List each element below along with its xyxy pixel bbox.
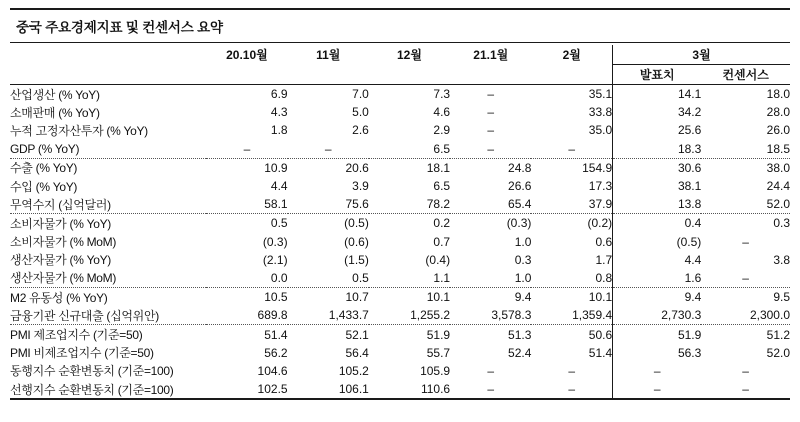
cell-value: 3.9 bbox=[352, 179, 369, 194]
cell-value: 110.6 bbox=[369, 380, 450, 399]
table-row bbox=[10, 288, 790, 307]
cell-value: 0.2 bbox=[433, 216, 451, 231]
cell-value: 50.6 bbox=[588, 327, 613, 342]
cell-value: 52.4 bbox=[508, 345, 532, 360]
cell-value: 106.1 bbox=[288, 380, 369, 399]
cell-value: (0.6) bbox=[344, 234, 369, 249]
cell-value: 0.8 bbox=[531, 269, 612, 288]
cell-value: – bbox=[742, 363, 749, 378]
cell-value: – bbox=[450, 380, 531, 399]
cell-value: 52.0 bbox=[701, 195, 790, 214]
cell-value: (0.2) bbox=[587, 216, 613, 231]
cell-value: 105.9 bbox=[420, 363, 451, 378]
row-label: 소비자물가 (% YoY) bbox=[10, 216, 111, 231]
cell-value: 51.9 bbox=[426, 327, 451, 342]
cell-value: 13.8 bbox=[613, 195, 702, 214]
cell-value: 689.8 bbox=[206, 306, 287, 325]
cell-value: 51.4 bbox=[264, 327, 288, 342]
header-sub-4 bbox=[450, 65, 531, 85]
header-col-4: 21.1월 bbox=[473, 48, 509, 63]
row-label: 금융기관 신규대출 (십억위안) bbox=[10, 306, 206, 325]
row-label: 수입 (% YoY) bbox=[10, 179, 78, 194]
cell-value: 30.6 bbox=[613, 158, 702, 177]
cell-value: 0.5 bbox=[270, 216, 288, 231]
cell-value: – bbox=[568, 363, 576, 378]
cell-value: 2,300.0 bbox=[701, 306, 790, 325]
row-label: 생산자물가 (% MoM) bbox=[10, 269, 206, 288]
cell-value: 10.7 bbox=[345, 290, 369, 305]
cell-value: 0.6 bbox=[595, 234, 613, 249]
cell-value: 2.9 bbox=[433, 123, 451, 138]
row-label: PMI 비제조업지수 (기준=50) bbox=[10, 346, 154, 361]
row-label: 무역수지 (십억달러) bbox=[10, 195, 206, 214]
cell-value: 78.2 bbox=[369, 195, 450, 214]
cell-value: 65.4 bbox=[450, 195, 531, 214]
cell-value: 1.6 bbox=[613, 269, 702, 288]
cell-value: 38.1 bbox=[613, 177, 702, 195]
cell-value: 3.8 bbox=[773, 252, 790, 267]
cell-value: 58.1 bbox=[206, 195, 287, 214]
cell-value: 4.4 bbox=[613, 251, 702, 269]
cell-value: 51.2 bbox=[766, 327, 790, 342]
header-march-published: 발표치 bbox=[613, 65, 702, 85]
header-col-3: 12월 bbox=[397, 48, 422, 63]
cell-value: 154.9 bbox=[582, 160, 613, 175]
cell-value: – bbox=[613, 380, 702, 399]
cell-value: 6.9 bbox=[270, 87, 288, 102]
cell-value: 6.5 bbox=[433, 179, 451, 194]
row-label: PMI 제조업지수 (기준=50) bbox=[10, 328, 143, 343]
header-row-march-sub bbox=[10, 65, 790, 85]
row-label: 산업생산 (% YoY) bbox=[10, 87, 100, 102]
header-march-consensus: 컨센서스 bbox=[701, 65, 790, 85]
cell-value: 35.1 bbox=[588, 87, 613, 102]
cell-value: 10.1 bbox=[426, 290, 451, 305]
cell-value: 52.1 bbox=[345, 327, 369, 342]
table-row bbox=[10, 344, 790, 362]
cell-value: 35.0 bbox=[588, 123, 613, 138]
cell-value: 0.3 bbox=[773, 216, 790, 231]
table-row bbox=[10, 380, 790, 399]
header-row-periods bbox=[10, 45, 790, 65]
cell-value: 33.8 bbox=[588, 105, 613, 120]
table-row bbox=[10, 103, 790, 121]
cell-value: (0.5) bbox=[613, 233, 702, 251]
cell-value: 0.0 bbox=[206, 269, 287, 288]
cell-value: 56.4 bbox=[345, 345, 369, 360]
cell-value: 5.0 bbox=[352, 105, 369, 120]
cell-value: 4.3 bbox=[270, 105, 288, 120]
row-label: M2 유동성 (% YoY) bbox=[10, 290, 108, 305]
cell-value: (0.3) bbox=[506, 216, 532, 231]
cell-value: 102.5 bbox=[206, 380, 287, 399]
table-row bbox=[10, 306, 790, 325]
cell-value: – bbox=[531, 140, 612, 159]
row-label: 수출 (% YoY) bbox=[10, 161, 78, 176]
cell-value: 4.4 bbox=[270, 179, 288, 194]
header-blank bbox=[10, 45, 206, 65]
cell-value: – bbox=[531, 380, 612, 399]
cell-value: 38.0 bbox=[766, 160, 790, 175]
cell-value: 18.0 bbox=[766, 87, 790, 102]
cell-value: 1.8 bbox=[270, 123, 288, 138]
cell-value: 18.1 bbox=[426, 160, 451, 175]
cell-value: 20.6 bbox=[345, 160, 369, 175]
table-row bbox=[10, 140, 790, 159]
row-label: 소매판매 (% YoY) bbox=[10, 105, 100, 120]
cell-value: 17.3 bbox=[588, 179, 613, 194]
table-row bbox=[10, 121, 790, 139]
cell-value: 7.0 bbox=[352, 87, 369, 102]
table-row bbox=[10, 85, 790, 104]
page-title: 중국 주요경제지표 및 컨센서스 요약 bbox=[10, 8, 790, 43]
cell-value: – bbox=[701, 380, 790, 399]
cell-value: (0.4) bbox=[425, 252, 451, 267]
economic-indicator-table bbox=[10, 45, 790, 400]
cell-value: 0.7 bbox=[433, 234, 451, 249]
row-label: 누적 고정자산투자 (% YoY) bbox=[10, 123, 148, 138]
header-col-5: 2월 bbox=[562, 48, 581, 63]
table-row bbox=[10, 362, 790, 380]
cell-value: 10.1 bbox=[588, 290, 613, 305]
table-row bbox=[10, 233, 790, 251]
table-header bbox=[10, 45, 790, 85]
row-label: 동행지수 순환변동치 (기준=100) bbox=[10, 364, 174, 379]
cell-value: 104.6 bbox=[257, 363, 288, 378]
cell-value: 6.5 bbox=[369, 140, 450, 159]
cell-value: 9.4 bbox=[613, 288, 702, 307]
cell-value: – bbox=[487, 105, 495, 120]
cell-value: 26.0 bbox=[766, 123, 790, 138]
cell-value: – bbox=[701, 269, 790, 288]
table-row bbox=[10, 195, 790, 214]
cell-value: 7.3 bbox=[433, 87, 451, 102]
cell-value: 25.6 bbox=[613, 121, 702, 139]
cell-value: (0.5) bbox=[344, 216, 369, 231]
cell-value: 34.2 bbox=[613, 103, 702, 121]
cell-value: – bbox=[450, 140, 531, 159]
cell-value: (0.3) bbox=[262, 234, 288, 249]
cell-value: – bbox=[613, 362, 702, 380]
row-label: 선행지수 순환변동치 (기준=100) bbox=[10, 380, 206, 399]
cell-value: 24.8 bbox=[508, 160, 532, 175]
row-label: GDP (% YoY) bbox=[10, 140, 206, 159]
cell-value: – bbox=[487, 123, 495, 138]
table-row bbox=[10, 325, 790, 344]
cell-value: 3,578.3 bbox=[450, 306, 531, 325]
cell-value: 75.6 bbox=[288, 195, 369, 214]
cell-value: – bbox=[487, 87, 495, 102]
header-col-1: 20.10월 bbox=[226, 48, 268, 63]
cell-value: 1.7 bbox=[595, 252, 613, 267]
header-sub-1 bbox=[206, 65, 287, 85]
cell-value: 24.4 bbox=[766, 179, 790, 194]
cell-value: 2.6 bbox=[352, 123, 369, 138]
cell-value: 2,730.3 bbox=[613, 306, 702, 325]
cell-value: – bbox=[288, 140, 369, 159]
table-row bbox=[10, 251, 790, 269]
cell-value: 1.0 bbox=[514, 234, 532, 249]
cell-value: 105.2 bbox=[338, 363, 369, 378]
header-sub-2 bbox=[288, 65, 369, 85]
cell-value: – bbox=[487, 363, 495, 378]
cell-value: 51.4 bbox=[588, 345, 613, 360]
cell-value: 18.5 bbox=[701, 140, 790, 159]
cell-value: 1,433.7 bbox=[288, 306, 369, 325]
cell-value: 28.0 bbox=[766, 105, 790, 120]
table-row bbox=[10, 214, 790, 233]
cell-value: 1,359.4 bbox=[531, 306, 612, 325]
table-body bbox=[10, 85, 790, 400]
header-sub-3 bbox=[369, 65, 450, 85]
cell-value: 1,255.2 bbox=[369, 306, 450, 325]
header-sub-5 bbox=[531, 65, 612, 85]
cell-value: 9.5 bbox=[773, 290, 790, 305]
table-row bbox=[10, 269, 790, 288]
cell-value: 1.1 bbox=[369, 269, 450, 288]
cell-value: (2.1) bbox=[262, 252, 288, 267]
cell-value: 4.6 bbox=[433, 105, 451, 120]
cell-value: – bbox=[206, 140, 287, 159]
header-sub-blank bbox=[10, 65, 206, 85]
cell-value: 55.7 bbox=[426, 345, 451, 360]
cell-value: 52.0 bbox=[766, 345, 790, 360]
cell-value: 10.5 bbox=[264, 290, 288, 305]
cell-value: – bbox=[742, 234, 749, 249]
cell-value: 0.3 bbox=[514, 252, 532, 267]
cell-value: 1.0 bbox=[450, 269, 531, 288]
header-col-march: 3월 bbox=[613, 45, 790, 65]
cell-value: 14.1 bbox=[613, 85, 702, 104]
header-col-2: 11월 bbox=[316, 48, 341, 63]
cell-value: 9.4 bbox=[514, 290, 532, 305]
row-label: 생산자물가 (% YoY) bbox=[10, 253, 111, 268]
row-label: 소비자물가 (% MoM) bbox=[10, 235, 117, 250]
cell-value: 0.5 bbox=[288, 269, 369, 288]
cell-value: 51.9 bbox=[613, 325, 702, 344]
cell-value: 37.9 bbox=[531, 195, 612, 214]
cell-value: 26.6 bbox=[508, 179, 532, 194]
cell-value: 10.9 bbox=[264, 160, 288, 175]
cell-value: 56.3 bbox=[613, 344, 702, 362]
table-row bbox=[10, 177, 790, 195]
table-row bbox=[10, 158, 790, 177]
cell-value: 0.4 bbox=[613, 214, 702, 233]
cell-value: (1.5) bbox=[344, 252, 369, 267]
cell-value: 56.2 bbox=[264, 345, 288, 360]
cell-value: 18.3 bbox=[613, 140, 702, 159]
cell-value: 51.3 bbox=[508, 327, 532, 342]
